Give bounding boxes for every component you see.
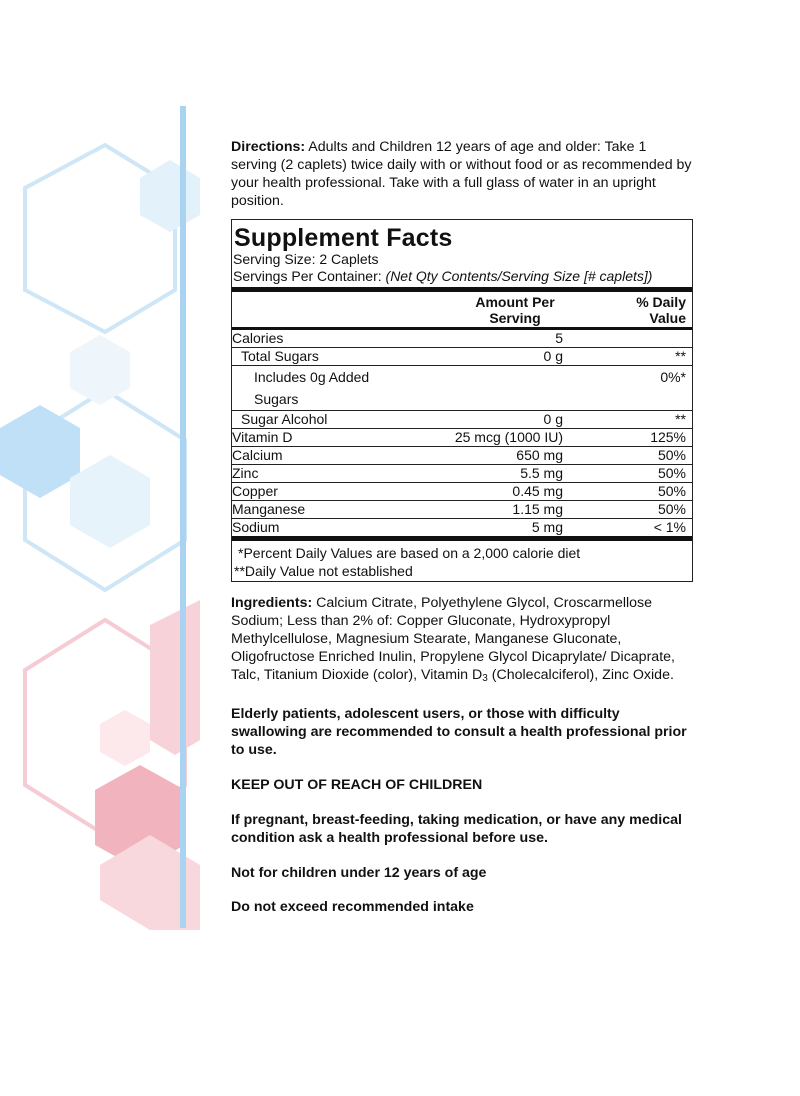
facts-row: [232, 446, 692, 464]
nutrient-name: Calories: [232, 330, 284, 346]
directions-text: Adults and Children 12 years of age and older: Take 1 serving (2 caplets) twice daily with or without food or as recommended by your health professional. Take with a full glass of water in an upright position.: [231, 139, 692, 209]
ingredients-text-end: (Cholecalciferol), Zinc Oxide.: [487, 667, 674, 683]
nutrient-dv: 125%: [650, 429, 686, 445]
nutrient-name: Total Sugars: [241, 348, 319, 364]
nutrient-name: Vitamin D: [232, 429, 293, 445]
nutrient-dv: 0%*: [660, 369, 686, 385]
nutrient-name: Manganese: [232, 501, 306, 517]
facts-row: [232, 500, 692, 518]
nutrient-amount: 0.45 mg: [512, 483, 563, 499]
amount-header-line1: Amount Per: [475, 294, 555, 310]
footnote-daily-values: *Percent Daily Values are based on a 2,000 calorie diet: [238, 545, 581, 561]
amount-header: [469, 294, 561, 326]
nutrient-amount: 0 g: [543, 348, 563, 364]
nutrient-amount: 650 mg: [516, 447, 563, 463]
facts-row: [232, 482, 692, 500]
facts-row: [232, 428, 692, 446]
servings-per-container: [232, 268, 686, 285]
ingredients-label: Ingredients:: [231, 595, 313, 611]
servings-per-container-value: (Net Qty Contents/Serving Size [# caplets]): [385, 268, 653, 284]
directions-label: Directions:: [231, 139, 306, 155]
ingredients-paragraph: [231, 594, 693, 688]
nutrient-dv: < 1%: [653, 519, 686, 535]
facts-header-row: [232, 292, 686, 327]
dv-header-line1: % Daily: [636, 294, 686, 310]
nutrient-amount: 5: [555, 330, 563, 346]
nutrient-amount: 0 g: [543, 411, 563, 427]
nutrient-dv: **: [675, 348, 686, 364]
nutrient-dv: 50%: [657, 465, 686, 481]
facts-footnotes: [232, 541, 686, 581]
supplement-facts-panel: [231, 219, 693, 582]
pregnant-warning: If pregnant, breast-feeding, taking medication, or have any medical condition ask a health professional before use.: [231, 812, 682, 846]
nutrient-dv: **: [675, 411, 686, 427]
hexagon-decoration: [0, 0, 200, 1096]
facts-row: [232, 347, 692, 365]
nutrient-name: Includes 0g Added Sugars: [254, 369, 370, 407]
nutrient-name: Calcium: [232, 447, 283, 463]
nutrient-name: Sodium: [232, 519, 280, 535]
nutrient-amount: [403, 366, 563, 410]
ingredients-subscript: 3: [482, 673, 488, 684]
dv-header-line2: Value: [649, 310, 686, 326]
directions-paragraph: [231, 138, 693, 210]
keep-out-warning: KEEP OUT OF REACH OF CHILDREN: [231, 777, 483, 793]
footnote-not-established: **Daily Value not established: [234, 563, 413, 579]
nutrient-dv: 50%: [657, 483, 686, 499]
children-age-warning: Not for children under 12 years of age: [231, 865, 487, 881]
facts-row: [232, 464, 692, 482]
facts-row: [232, 330, 692, 347]
nutrient-name: Sugar Alcohol: [241, 411, 328, 427]
intake-warning: Do not exceed recommended intake: [231, 899, 474, 915]
facts-row: [232, 365, 692, 410]
nutrient-dv: 50%: [657, 447, 686, 463]
nutrient-name: Zinc: [232, 465, 259, 481]
supplement-facts-title: Supplement Facts: [234, 224, 453, 252]
nutrient-dv: [563, 330, 686, 347]
nutrient-amount: 1.15 mg: [512, 501, 563, 517]
nutrient-amount: 25 mcg (1000 IU): [454, 429, 563, 445]
nutrient-amount: 5.5 mg: [520, 465, 563, 481]
label-content: [231, 138, 693, 916]
servings-per-container-label: Servings Per Container:: [233, 268, 386, 284]
facts-row: [232, 410, 692, 428]
nutrient-name: Copper: [232, 483, 278, 499]
amount-header-line2: Serving: [489, 310, 541, 326]
nutrient-amount: 5 mg: [531, 519, 563, 535]
ingredients-text: Calcium Citrate, Polyethylene Glycol, Croscarmellose Sodium; Less than 2% of: Copper Gluconate, Hydroxypropyl Methylcellulose, Magnesium Stearate, Manganese Gluconate, Oligofructose Enriched Inulin, Propylene Glycol Dicaprylate/ Dicaprate, Talc, Titanium Dioxide (color), Vitamin D: [231, 595, 675, 683]
elderly-warning: Elderly patients, adolescent users, or those with difficulty swallowing are recommended to consult a health professional prior to use.: [231, 706, 687, 758]
nutrient-dv: 50%: [657, 501, 686, 517]
serving-size: Serving Size: 2 Caplets: [233, 251, 379, 267]
daily-value-header: [561, 294, 686, 326]
facts-row: [232, 518, 692, 536]
